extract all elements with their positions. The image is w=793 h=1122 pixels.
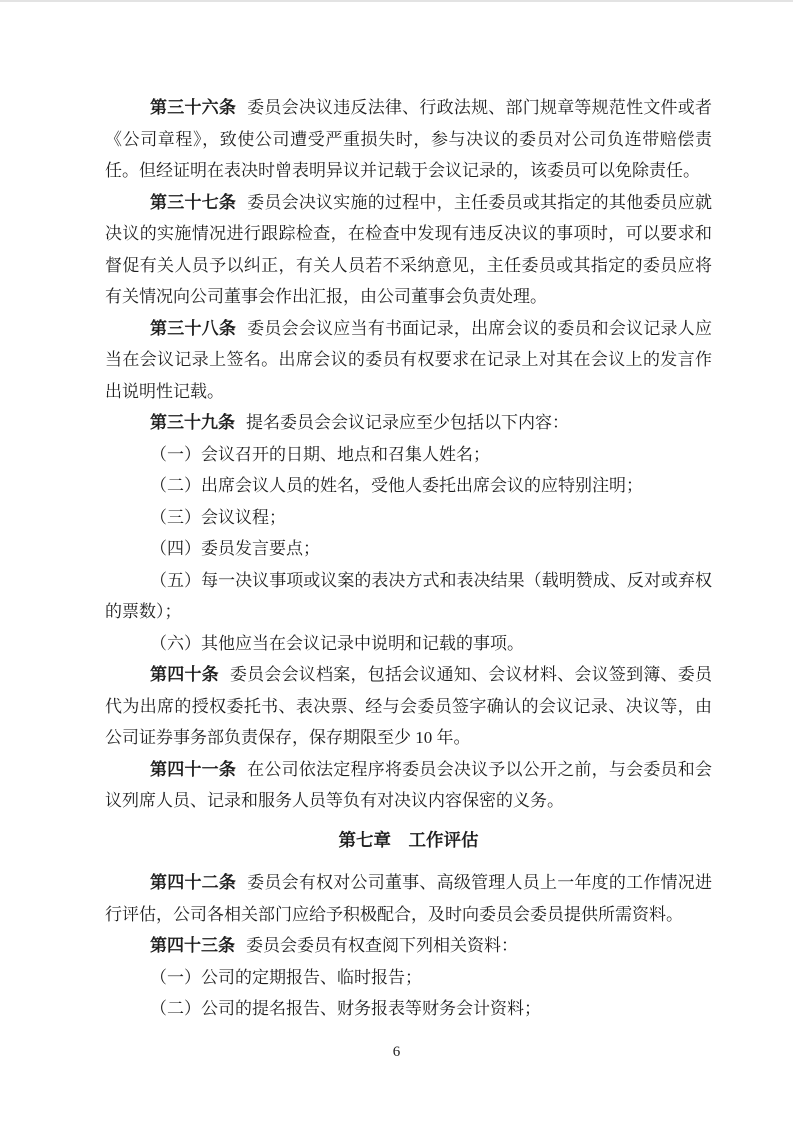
list-item: （二）公司的提名报告、财务报表等财务会计资料； bbox=[150, 999, 541, 1018]
list-item: （三）会议议程； bbox=[150, 507, 286, 527]
list-item: （二）出席会议人员的姓名，受他人委托出席会议的应特别注明； bbox=[150, 476, 643, 495]
article-paragraph bbox=[105, 867, 712, 930]
article-paragraph bbox=[105, 659, 712, 754]
article-number: 第三十八条 bbox=[150, 318, 237, 338]
article-paragraph bbox=[105, 930, 712, 962]
list-item: （一）会议召开的日期、地点和召集人姓名； bbox=[150, 444, 490, 464]
article-number: 第四十三条 bbox=[150, 936, 235, 955]
article-text: 在公司依法定程序将委员会决议予以公开之前，与会委员和会议列席人员、记录和服务人员等负有对决议内容保密的义务。 bbox=[105, 759, 713, 810]
article-paragraph bbox=[105, 407, 712, 439]
article-text: 委员会决议实施的过程中，主任委员或其指定的其他委员应就决议的实施情况进行跟踪检查，在检查中发现有违反决议的事项时，可以要求和督促有关人员予以纠正，有关人员若不采纳意见，主任委员或其指定的委员应将有关情况向公司董事会作出汇报，由公司董事会负责处理。 bbox=[105, 192, 713, 306]
document-body bbox=[105, 92, 712, 1025]
article-number: 第四十一条 bbox=[150, 759, 237, 779]
article-paragraph bbox=[105, 187, 712, 313]
article-number: 第三十七条 bbox=[150, 192, 237, 212]
article-number: 第四十二条 bbox=[150, 873, 237, 892]
list-item: （六）其他应当在会议记录中说明和记载的事项。 bbox=[150, 633, 524, 653]
article-text: 委员会会议档案，包括会议通知、会议材料、会议签到簿、委员代为出席的授权委托书、表决票、经与会委员签字确认的会议记录、决议等，由公司证券事务部负责保存，保存期限至少 10 年。 bbox=[105, 665, 713, 747]
article-text: 提名委员会会议记录应至少包括以下内容： bbox=[246, 413, 569, 432]
page-number: 6 bbox=[392, 1044, 401, 1060]
article-number: 第三十九条 bbox=[150, 413, 235, 432]
article-paragraph bbox=[105, 92, 712, 187]
chapter-heading: 第七章 工作评估 bbox=[338, 829, 479, 850]
list-item: （一）公司的定期报告、临时报告； bbox=[150, 967, 422, 987]
article-paragraph bbox=[105, 754, 712, 817]
article-paragraph bbox=[105, 313, 712, 408]
article-number: 第四十条 bbox=[150, 665, 219, 684]
list-item: （四）委员发言要点； bbox=[150, 539, 320, 558]
article-text: 委员会委员有权查阅下列相关资料： bbox=[246, 936, 518, 955]
article-text: 委员会会议应当有书面记录，出席会议的委员和会议记录人应当在会议记录上签名。出席会议的委员有权要求在记录上对其在会议上的发言作出说明性记载。 bbox=[105, 318, 713, 401]
page-top-edge bbox=[0, 0, 793, 2]
list-item: （五）每一决议事项或议案的表决方式和表决结果（载明赞成、反对或弃权的票数）； bbox=[105, 570, 712, 621]
article-text: 委员会有权对公司董事、高级管理人员上一年度的工作情况进行评估，公司各相关部门应给予积极配合，及时向委员会委员提供所需资料。 bbox=[105, 873, 713, 924]
article-number: 第三十六条 bbox=[150, 98, 237, 117]
article-text: 委员会决议违反法律、行政法规、部门规章等规范性文件或者《公司章程》，致使公司遭受严重损失时，参与决议的委员对公司负连带赔偿责任。但经证明在表决时曾表明异议并记载于会议记录的，该委员可以免除责任。 bbox=[105, 98, 713, 180]
